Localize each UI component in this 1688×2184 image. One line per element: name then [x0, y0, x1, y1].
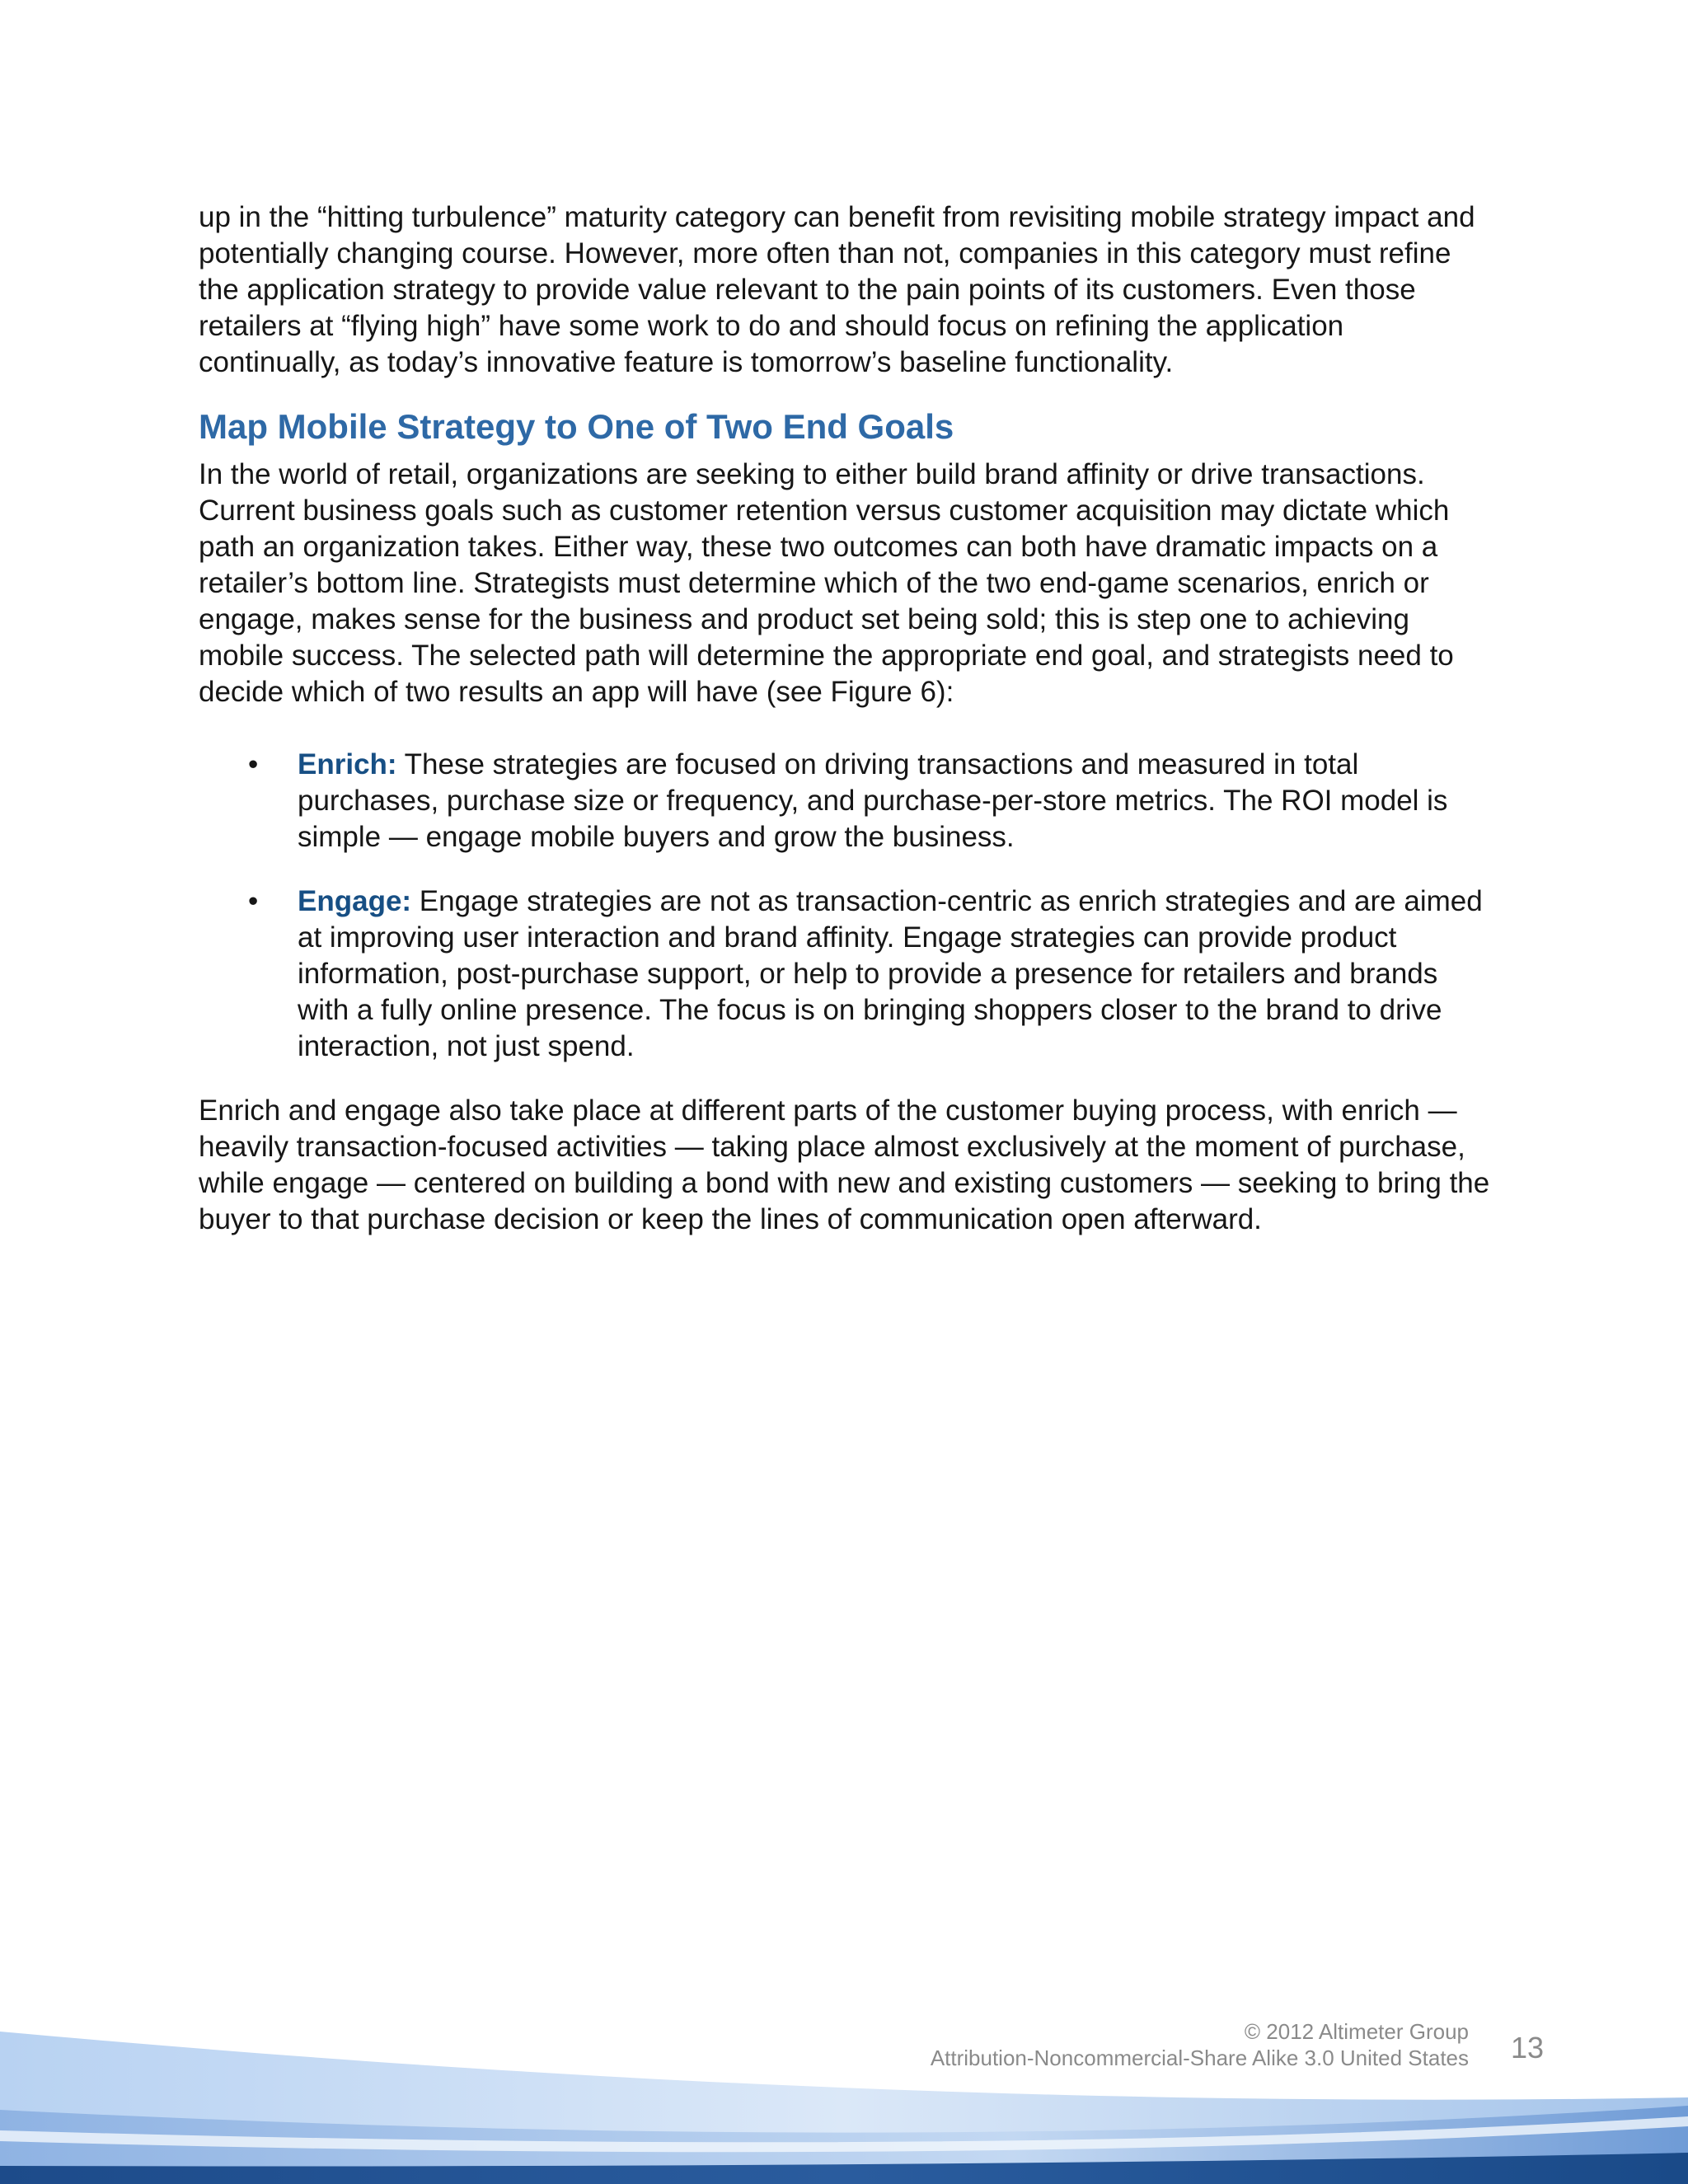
bullet-icon: • [248, 748, 259, 780]
strategy-list [199, 747, 1493, 1065]
list-item-engage [199, 883, 1493, 1065]
list-item-enrich [199, 747, 1493, 855]
bullet-icon: • [248, 885, 259, 917]
enrich-description: These strategies are focused on driving transactions and measured in total purchases, purchase size or frequency, and purchase-per-store metrics. The ROI model is simple — engage mobile buyers and grow the business. [298, 748, 1448, 853]
footer-credits [931, 2018, 1469, 2071]
page-content [199, 199, 1493, 1238]
engage-term: Engage: [298, 885, 412, 917]
engage-description: Engage strategies are not as transaction-centric as enrich strategies and are aimed at improving user interaction and brand affinity. Engage strategies can provide product information, post-purchase support, or help to provide a presence for retailers and brands with a fully online presence. The focus is on bringing shoppers closer to the brand to drive interaction, not just spend. [298, 885, 1483, 1062]
enrich-term: Enrich: [298, 748, 397, 780]
section-heading: Map Mobile Strategy to One of Two End Goals [199, 407, 954, 446]
closing-paragraph: Enrich and engage also take place at different parts of the customer buying process, with enrich — heavily transaction-focused activities — taking place almost exclusively at the moment of purchase, while engage — centered on building a bond with new and existing customers — seeking to bring the buyer to that purchase decision or keep the lines of communication open afterward. [199, 1094, 1490, 1235]
license-text: Attribution-Noncommercial-Share Alike 3.0 United States [930, 2046, 1469, 2070]
section-paragraph: In the world of retail, organizations are seeking to either build brand affinity or drive transactions. Current business goals such as customer retention versus customer acquisition may dictate which path an organization takes. Either way, these two outcomes can both have dramatic impacts on a retailer’s bottom line. Strategists must determine which of the two end-game scenarios, enrich or engage, makes sense for the business and product set being sold; this is step one to achieving mobile success. The selected path will determine the appropriate end goal, and strategists need to decide which of two results an app will have (see Figure 6): [199, 458, 1454, 708]
intro-paragraph: up in the “hitting turbulence” maturity category can benefit from revisiting mobile strategy impact and potentially changing course. However, more often than not, companies in this category must refine the application strategy to provide value relevant to the pain points of its customers. Even those retailers at “flying high” have some work to do and should focus on refining the application continually, as today’s innovative feature is tomorrow’s baseline functionality. [199, 201, 1475, 378]
page-number: 13 [1511, 2031, 1545, 2064]
copyright-text: © 2012 Altimeter Group [1244, 2019, 1469, 2044]
